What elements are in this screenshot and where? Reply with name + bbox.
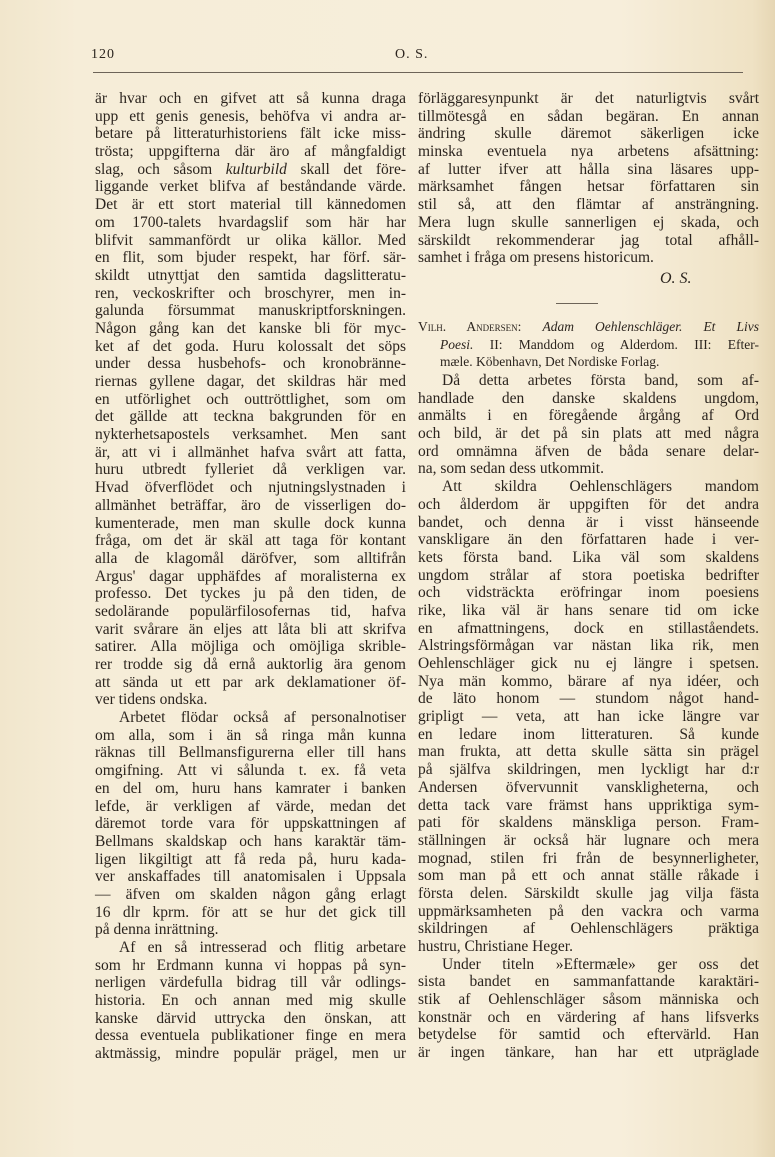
text-line: galunda försummat manuskriptforskningen. <box>95 302 406 320</box>
citation-line <box>418 336 759 354</box>
paragraph <box>95 90 406 709</box>
text-line: dessa eventuela publikationer finge en mera <box>95 1027 406 1045</box>
text-line: räknas till Bellmansfigurerna eller till hans <box>95 744 406 762</box>
text-line: Att skildra Oehlenschlägers mandom <box>442 478 759 496</box>
text-line: Af en så intresserad och flitig arbetare <box>119 939 406 956</box>
text-line: Oehlenschläger gick nu ej längre i spetsen. <box>418 655 759 672</box>
text-line: omgifning. Att vi sålunda t. ex. få veta <box>95 762 406 780</box>
left-column <box>95 90 406 1063</box>
running-head: O. S. <box>395 47 429 62</box>
text-line: Alstringsförmågan var nästan lika rik, men <box>418 637 759 655</box>
text-line: och ålderdom är uppgiften för det andra <box>418 495 759 513</box>
text-line: ren, veckoskrifter och broschyrer, men in- <box>95 284 406 302</box>
text-line: — äfven om skalden någon gång erlagt <box>95 885 406 903</box>
text-line: vanskligare än den författaren hade i ver- <box>418 531 759 549</box>
text-line: rike, lika väl är hans senare tid om icke <box>418 601 759 619</box>
text-line: blifvit sammanfördt ur olika källor. Med <box>95 231 406 249</box>
text-line: riernas gyllene dagar, det skildras här med <box>95 373 406 390</box>
citation-title: Adam Oehlenschläger. <box>542 319 683 334</box>
text-line: skildringen af Oehlenschlägers präktiga <box>418 920 759 938</box>
text-line: första delen. Särskildt skulle jag vilja fästa <box>418 884 759 902</box>
text-line: Mera lugn skulle sannerligen ej skada, och <box>418 213 759 231</box>
text-segment: slag, och såsom <box>95 160 226 178</box>
text-line: liggande verket blifva af beståndande värde. <box>95 178 406 196</box>
text-line: Argus' dagar upphäfdes af moralisterna ex <box>95 567 406 585</box>
text-line: är, att vi i allmänhet hafva svårt att fatta, <box>95 443 406 461</box>
text-line: mognad, stilen fri från de besynnerligheter, <box>418 849 759 867</box>
text-line: Nya män kommo, bärare af nya idéer, och <box>418 672 759 690</box>
text-line: märksamhet fången hetsar författaren sin <box>418 178 759 196</box>
italic-term: kulturbild <box>225 160 287 178</box>
text-line: är ingen tänkare, han har ett utpräglade <box>418 1044 759 1062</box>
text-line: som hr Erdmann kunna vi hoppas på syn- <box>95 956 406 974</box>
text-line: Andersen öfvervunnit vanskligheterna, och <box>418 778 759 796</box>
text-line: betare på litteraturhistoriens fält icke miss- <box>95 125 406 143</box>
text-line: ket af det goda. Huru kolossalt det söps <box>95 337 406 355</box>
paragraph <box>95 939 406 1063</box>
paragraph <box>418 478 759 956</box>
text-line: kumenterade, men man skulle dock kunna <box>95 514 406 532</box>
text-line: trösta; uppgifterna där äro af mångfaldigt <box>95 143 406 161</box>
text-line: gripligt — veta, att han icke längre var <box>418 708 759 726</box>
citation-line <box>418 318 759 336</box>
text-line: ställningen är också här lugnare och mera <box>418 831 759 849</box>
text-line: satirer. Alla möjliga och omöjliga skrible- <box>95 638 406 656</box>
text-line: kets första band. Lika väl som skaldens <box>418 548 759 566</box>
text-line: uppmärksamheten på den vackra och varma <box>418 902 759 920</box>
text-line: hustru, Christiane Heger. <box>418 938 573 955</box>
text-line: stik af Oehlenschläger såsom människa och <box>418 991 759 1009</box>
text-line: de läto honom — stundom något hand- <box>418 690 759 708</box>
right-column-body <box>418 372 759 1062</box>
paragraph <box>418 372 759 478</box>
text-line: minska eventuela nya arbetens afsättning: <box>418 143 759 161</box>
right-column-continued-paragraph <box>418 90 759 267</box>
text-line: detta tack vare främst hans uppriktiga sym- <box>418 796 759 814</box>
text-line: pati för skaldens mänskliga person. Fram- <box>418 814 759 832</box>
text-line: skildt utnyttjat den samtida dagslitteratu- <box>95 266 406 284</box>
paragraph <box>95 709 406 939</box>
text-line: professo. Det tyckes ju på den tiden, de <box>95 585 406 603</box>
text-line: på denna inrättning. <box>95 921 219 939</box>
text-line: nerligen värdefulla bidrag till vår odlings- <box>95 974 406 992</box>
text-line: Arbetet flödar också af personalnotiser <box>119 709 406 727</box>
text-line: nykterhetsapostels verksamhet. Men sant <box>95 426 406 444</box>
text-line: ändring skulle däremot säkerligen icke <box>418 125 759 143</box>
text-line: Någon gång kan det kanske bli för myc- <box>95 319 406 337</box>
text-line: under dessa husbehofs- och kronobränne- <box>95 355 406 373</box>
text-line: ord omnämna äfven de båda senare delar- <box>418 442 759 460</box>
text-line: att sända ut ett par ark deklamationer öf- <box>95 673 406 691</box>
text-line: Bellmans skaldskap och hans karaktär täm- <box>95 832 406 850</box>
text-line: tillmötesgå en sådan begäran. En annan <box>418 107 759 125</box>
text-line: sista bandet en sammanfattande karaktäri- <box>418 973 759 991</box>
text-line: lefde, är verkligen af värde, medan det <box>95 797 406 815</box>
citation-subtitle: Et Livs <box>703 319 759 334</box>
text-line: Hvad öfverflödet och njutningslystnaden i <box>95 479 406 497</box>
text-line: bandet, och denna är i visst hänseende <box>418 513 759 531</box>
text-line: anmälts i en föregående årgång af Ord <box>418 407 759 425</box>
text-line: aktmässig, mindre populär prägel, men ur <box>95 1045 406 1063</box>
text-line: är hvar och en gifvet att så kunna draga <box>95 90 406 107</box>
section-separator-rule <box>556 303 598 304</box>
text-line: om 1700-talets hvardagslif som här har <box>95 213 406 231</box>
text-line: samhet i fråga om presens historicum. <box>418 249 654 267</box>
text-line: man frukta, att detta skulle sätta sin prägel <box>418 743 759 761</box>
text-line: huru utbredt fylleriet då verkligen var. <box>95 461 406 479</box>
text-line: om alla, som i än så ringa mån kunna <box>95 726 406 744</box>
text-line: förläggaresynpunkt är det naturligtvis svårt <box>418 90 759 107</box>
text-line: en utförlighet och outtröttlighet, som om <box>95 390 406 408</box>
text-line: en flit, som bjuder respekt, har förf. sär- <box>95 249 406 267</box>
text-line: handlade den danske skaldens ungdom, <box>418 389 759 407</box>
text-line: ver tidens ondska. <box>95 691 208 709</box>
text-line: en del om, huru hans kamrater i banken <box>95 779 406 797</box>
text-line: Under titeln »Eftermæle» ger oss det <box>442 955 759 973</box>
review-citation <box>418 318 759 371</box>
paragraph <box>418 956 759 1062</box>
text-line: däremot torde vara för uppskattningen af <box>95 815 406 833</box>
text-line: konstnär och en värdering af hans lifsverks <box>418 1008 759 1026</box>
text-line: betydelse för samtid och eftervärld. Han <box>418 1026 759 1044</box>
citation-author: Vilh. Andersen: <box>418 319 522 334</box>
text-line: ungdom strålar af stora poetiska bedrifter <box>418 566 759 584</box>
text-line: upp ett genis genesis, behöfva vi andra ar- <box>95 107 406 125</box>
review-signature: O. S. <box>660 270 692 287</box>
text-line: och bild, är det på sin plats att med några <box>418 425 759 443</box>
text-line: och vidsträckta eröfringar inom poesiens <box>418 584 759 602</box>
text-line: på själfva skildringen, men lyckligt har d:r <box>418 761 759 779</box>
header-rule <box>93 72 743 73</box>
text-line: Det är ett stort material till kännedomen <box>95 196 406 214</box>
text-line: ligen likgiltigt att få reda på, huru kada- <box>95 850 406 868</box>
citation-volumes: II: Manddom og Alderdom. III: Efter- <box>473 336 759 352</box>
text-line: ver anskaffades till anatomisalen i Uppsala <box>95 868 406 886</box>
text-line: allmänhet beträffar, äro de visserligen do- <box>95 496 406 514</box>
text-line: fråga, om det är skäl att taga för kontant <box>95 532 406 550</box>
text-line: en ledare inom litteraturen. Så kunde <box>418 725 759 743</box>
text-line <box>95 161 406 179</box>
text-line: Då detta arbetes första band, som af- <box>442 372 759 389</box>
paragraph <box>418 90 759 267</box>
text-line: stil så, att den flämtar af ansträngning. <box>418 196 759 214</box>
text-line: som man på ett och annat ställe råkade i <box>418 867 759 885</box>
citation-subtitle-end: Poesi. <box>440 336 474 352</box>
text-line: historia. En och annan med mig skulle <box>95 992 406 1010</box>
citation-publisher: mæle. Köbenhavn, Det Nordiske Forlag. <box>440 354 660 369</box>
text-line: kanske därvid uttrycka den önskan, att <box>95 1009 406 1027</box>
text-line: sedolärande populärfilosofernas tid, hafva <box>95 602 406 620</box>
text-line: alla de klagomål däröfver, som alltifrån <box>95 549 406 567</box>
text-line: det gällde att teckna bakgrunden för en <box>95 408 406 426</box>
text-line: na, som sedan dess utkommit. <box>418 460 604 478</box>
text-segment: skall det före- <box>286 160 406 178</box>
text-line: en afmattningens, dock en stillaståendets. <box>418 619 759 637</box>
text-line: 16 dlr kprm. för att se hur det gick till <box>95 903 406 921</box>
text-line: varit svårare än eljes att låta bli att skrifva <box>95 620 406 638</box>
text-line: särskildt rekommenderar jag total afhåll- <box>418 231 759 249</box>
text-line: af lutter ifver att hålla sina läsares upp- <box>418 160 759 178</box>
text-line: rer trodde sig då ernå auktorlig ära genom <box>95 656 406 673</box>
page-number: 120 <box>91 47 115 62</box>
